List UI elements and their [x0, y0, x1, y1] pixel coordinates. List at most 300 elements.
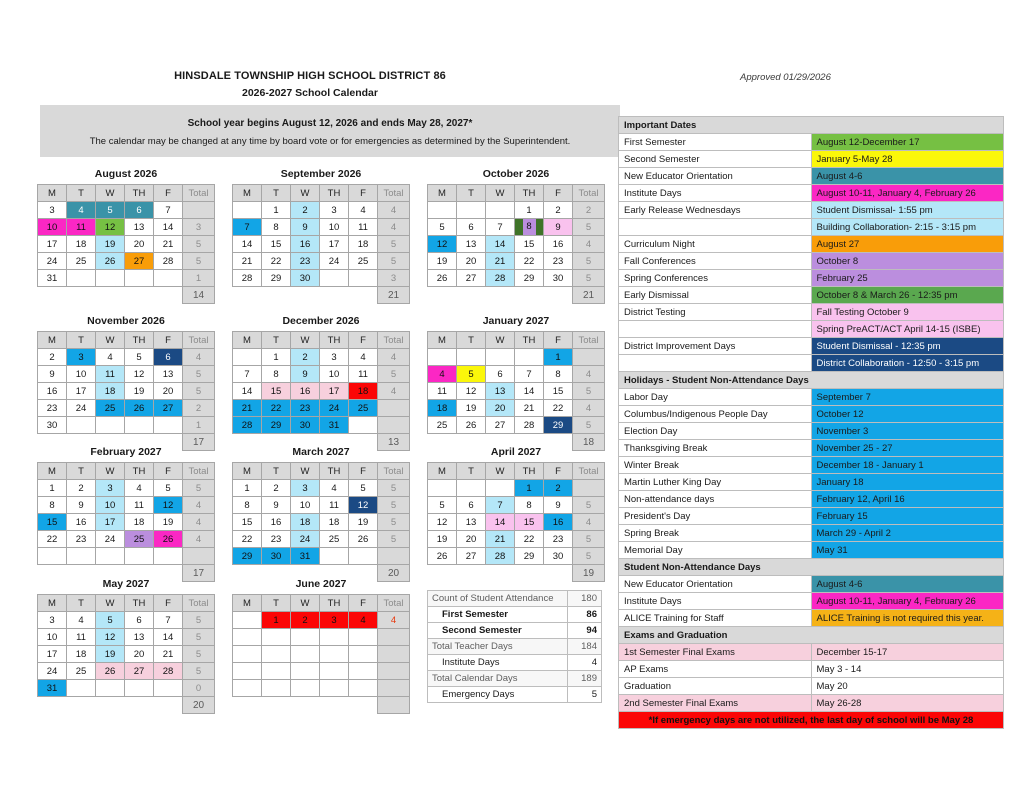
empty-day-cell [428, 480, 457, 497]
day-cell[interactable]: 12 [457, 383, 486, 400]
week-total-cell: 4 [378, 349, 410, 366]
day-cell[interactable]: 25 [349, 400, 378, 417]
day-cell[interactable]: 19 [349, 514, 378, 531]
weekday-header: F [349, 185, 378, 202]
day-cell[interactable]: 18 [67, 646, 96, 663]
day-cell[interactable]: 19 [96, 236, 125, 253]
day-cell[interactable]: 19 [428, 253, 457, 270]
week-total-cell [183, 202, 215, 219]
month-name: November 2026 [87, 315, 165, 327]
day-cell[interactable]: 10 [320, 366, 349, 383]
day-cell[interactable]: 16 [38, 383, 67, 400]
day-cell[interactable]: 14 [515, 383, 544, 400]
spacer-cell [262, 697, 291, 714]
day-cell[interactable]: 9 [38, 366, 67, 383]
day-cell[interactable]: 16 [291, 383, 320, 400]
day-cell[interactable]: 28 [486, 270, 515, 287]
day-cell[interactable]: 22 [38, 531, 67, 548]
day-cell[interactable]: 20 [125, 646, 154, 663]
weekday-header: TH [320, 332, 349, 349]
day-cell[interactable]: 17 [67, 383, 96, 400]
day-cell[interactable]: 25 [67, 663, 96, 680]
day-cell[interactable]: 23 [544, 253, 573, 270]
info-row-value: Fall Testing October 9 [811, 304, 1004, 321]
day-cell[interactable]: 24 [320, 253, 349, 270]
day-cell[interactable]: 18 [96, 383, 125, 400]
day-cell[interactable]: 18 [291, 514, 320, 531]
count-summary-row [428, 671, 602, 687]
day-cell[interactable]: 19 [428, 531, 457, 548]
day-cell[interactable]: 16 [262, 514, 291, 531]
weekday-header: M [38, 595, 67, 612]
day-cell[interactable]: 9 [544, 497, 573, 514]
week-total-cell: 5 [183, 480, 215, 497]
spacer-cell [544, 565, 573, 582]
day-cell[interactable]: 25 [320, 531, 349, 548]
info-row [619, 457, 1004, 474]
day-cell[interactable]: 22 [262, 253, 291, 270]
day-cell[interactable]: 5 [428, 219, 457, 236]
day-cell[interactable]: 12 [428, 236, 457, 253]
day-cell[interactable]: 3 [291, 480, 320, 497]
day-cell[interactable]: 5 [154, 480, 183, 497]
week-total-cell: 4 [573, 400, 605, 417]
info-row [619, 185, 1004, 202]
day-cell[interactable]: 8 [233, 497, 262, 514]
day-cell[interactable]: 31 [38, 680, 67, 697]
day-cell[interactable]: 24 [38, 253, 67, 270]
day-cell[interactable]: 5 [457, 366, 486, 383]
day-cell[interactable]: 26 [428, 548, 457, 565]
week-total-cell [378, 646, 410, 663]
day-cell[interactable]: 2 [38, 349, 67, 366]
info-row-label: Spring Break [619, 525, 812, 542]
day-cell[interactable]: 16 [291, 236, 320, 253]
day-cell[interactable]: 9 [291, 366, 320, 383]
day-cell[interactable]: 22 [515, 253, 544, 270]
day-cell[interactable]: 3 [67, 349, 96, 366]
empty-day-cell [349, 663, 378, 680]
info-row [619, 253, 1004, 270]
day-cell[interactable]: 15 [544, 383, 573, 400]
info-row-value: August 27 [811, 236, 1004, 253]
day-cell[interactable]: 12 [154, 497, 183, 514]
day-cell[interactable]: 11 [96, 366, 125, 383]
day-cell[interactable]: 3 [320, 349, 349, 366]
week-total-cell [378, 663, 410, 680]
day-cell[interactable]: 18 [428, 400, 457, 417]
empty-day-cell [96, 270, 125, 287]
day-cell[interactable]: 11 [428, 383, 457, 400]
day-cell[interactable]: 13 [154, 366, 183, 383]
day-cell[interactable]: 11 [320, 497, 349, 514]
day-cell[interactable]: 23 [291, 400, 320, 417]
day-cell[interactable]: 21 [154, 646, 183, 663]
info-row-value: Spring PreACT/ACT April 14-15 (ISBE) [811, 321, 1004, 338]
day-cell[interactable]: 8 [515, 497, 544, 514]
count-summary-label: Total Calendar Days [428, 671, 568, 687]
day-cell[interactable]: 28 [154, 663, 183, 680]
day-cell[interactable]: 17 [320, 383, 349, 400]
info-section-title: Exams and Graduation [619, 627, 1004, 644]
day-cell[interactable]: 25 [349, 253, 378, 270]
info-row-label: Election Day [619, 423, 812, 440]
day-cell[interactable]: 12 [428, 514, 457, 531]
day-cell[interactable]: 5 [96, 202, 125, 219]
day-cell[interactable]: 2 [291, 202, 320, 219]
day-cell[interactable]: 20 [486, 400, 515, 417]
day-cell[interactable]: 23 [291, 253, 320, 270]
day-cell[interactable]: 2 [544, 480, 573, 497]
day-cell[interactable]: 20 [154, 383, 183, 400]
info-row-value: August 4-6 [811, 168, 1004, 185]
day-cell[interactable]: 13 [125, 629, 154, 646]
day-cell[interactable]: 2 [291, 612, 320, 629]
spacer-cell [233, 697, 262, 714]
day-cell[interactable]: 21 [233, 400, 262, 417]
day-cell[interactable]: 13 [125, 219, 154, 236]
day-cell[interactable]: 22 [233, 531, 262, 548]
day-cell[interactable]: 30 [291, 270, 320, 287]
day-cell[interactable]: 28 [515, 417, 544, 434]
empty-day-cell [349, 646, 378, 663]
day-cell[interactable]: 25 [96, 400, 125, 417]
day-cell[interactable]: 28 [486, 548, 515, 565]
day-cell[interactable]: 9 [291, 219, 320, 236]
day-cell[interactable]: 14 [486, 514, 515, 531]
day-cell[interactable]: 5 [125, 349, 154, 366]
day-cell[interactable]: 19 [96, 646, 125, 663]
day-cell[interactable]: 19 [457, 400, 486, 417]
day-cell[interactable]: 22 [544, 400, 573, 417]
day-cell[interactable]: 30 [544, 548, 573, 565]
day-cell[interactable]: 4 [125, 480, 154, 497]
week-row [233, 349, 410, 366]
week-total-cell: 5 [183, 366, 215, 383]
day-cell[interactable]: 23 [262, 531, 291, 548]
day-cell[interactable]: 31 [320, 417, 349, 434]
day-cell[interactable]: 2 [544, 202, 573, 219]
day-cell[interactable]: 1 [262, 612, 291, 629]
day-cell[interactable]: 28 [233, 417, 262, 434]
day-cell[interactable]: 17 [38, 236, 67, 253]
empty-day-cell [320, 629, 349, 646]
day-cell[interactable]: 13 [457, 236, 486, 253]
day-cell[interactable]: 9 [67, 497, 96, 514]
day-cell[interactable]: 23 [38, 400, 67, 417]
day-cell[interactable]: 11 [125, 497, 154, 514]
week-total-cell: 5 [573, 270, 605, 287]
day-cell[interactable]: 26 [96, 663, 125, 680]
day-cell[interactable]: 1 [233, 480, 262, 497]
count-summary-row [428, 623, 602, 639]
day-cell[interactable]: 15 [515, 236, 544, 253]
day-cell[interactable]: 26 [349, 531, 378, 548]
day-cell[interactable]: 21 [486, 531, 515, 548]
day-cell[interactable]: 8 [262, 219, 291, 236]
total-header: Total [573, 332, 605, 349]
week-total-cell: 3 [378, 270, 410, 287]
day-cell[interactable]: 18 [125, 514, 154, 531]
month-total-row [38, 697, 215, 714]
day-cell[interactable]: 14 [233, 383, 262, 400]
spacer-cell [515, 565, 544, 582]
day-cell[interactable]: 15 [515, 514, 544, 531]
day-cell[interactable]: 15 [262, 236, 291, 253]
day-cell[interactable]: 23 [544, 531, 573, 548]
day-cell[interactable]: 3 [96, 480, 125, 497]
day-cell[interactable]: 15 [262, 383, 291, 400]
day-cell[interactable]: 10 [38, 219, 67, 236]
day-cell[interactable]: 15 [38, 514, 67, 531]
day-cell[interactable]: 18 [67, 236, 96, 253]
info-section-header-row [619, 627, 1004, 644]
day-cell[interactable]: 21 [486, 253, 515, 270]
week-total-cell: 2 [573, 202, 605, 219]
day-cell[interactable]: 10 [291, 497, 320, 514]
week-total-cell: 5 [378, 366, 410, 383]
day-cell[interactable]: 15 [233, 514, 262, 531]
day-cell[interactable]: 30 [544, 270, 573, 287]
empty-day-cell [262, 646, 291, 663]
day-cell[interactable]: 6 [125, 202, 154, 219]
weekday-header: F [154, 595, 183, 612]
week-total-cell: 5 [183, 236, 215, 253]
day-cell[interactable]: 27 [457, 270, 486, 287]
day-cell[interactable]: 29 [262, 270, 291, 287]
day-cell[interactable]: 14 [486, 236, 515, 253]
day-cell[interactable]: 20 [125, 236, 154, 253]
day-cell[interactable]: 6 [457, 219, 486, 236]
day-cell[interactable]: 10 [38, 629, 67, 646]
day-cell[interactable]: 25 [67, 253, 96, 270]
day-cell[interactable]: 10 [96, 497, 125, 514]
day-cell[interactable]: 14 [233, 236, 262, 253]
day-cell[interactable]: 4 [320, 480, 349, 497]
day-cell[interactable]: 1 [515, 202, 544, 219]
week-total-cell: 4 [183, 514, 215, 531]
day-cell[interactable]: 29 [262, 417, 291, 434]
day-cell[interactable]: 24 [38, 663, 67, 680]
day-cell[interactable]: 5 [349, 480, 378, 497]
day-cell[interactable]: 24 [320, 400, 349, 417]
week-row [428, 497, 605, 514]
day-cell[interactable] [515, 219, 544, 236]
day-cell[interactable]: 14 [154, 629, 183, 646]
day-cell[interactable]: 17 [38, 646, 67, 663]
day-cell[interactable]: 7 [486, 219, 515, 236]
week-total-cell: 5 [573, 497, 605, 514]
day-cell[interactable]: 20 [457, 253, 486, 270]
weekday-header: TH [125, 595, 154, 612]
info-row-value: October 12 [811, 406, 1004, 423]
week-row [233, 236, 410, 253]
day-cell[interactable]: 6 [154, 349, 183, 366]
day-cell[interactable]: 6 [125, 612, 154, 629]
day-cell[interactable]: 16 [544, 236, 573, 253]
day-cell[interactable]: 3 [38, 612, 67, 629]
day-cell[interactable]: 26 [96, 253, 125, 270]
day-cell[interactable]: 2 [262, 480, 291, 497]
day-cell[interactable]: 25 [428, 417, 457, 434]
day-cell[interactable]: 26 [457, 417, 486, 434]
day-cell[interactable]: 21 [154, 236, 183, 253]
info-row [619, 219, 1004, 236]
day-cell[interactable]: 20 [457, 531, 486, 548]
empty-day-cell [486, 202, 515, 219]
info-row-value: December 18 - January 1 [811, 457, 1004, 474]
day-cell[interactable]: 7 [233, 366, 262, 383]
day-cell[interactable]: 10 [67, 366, 96, 383]
day-cell[interactable]: 4 [67, 202, 96, 219]
day-cell[interactable]: 8 [262, 366, 291, 383]
day-cell[interactable]: 3 [38, 202, 67, 219]
day-cell[interactable]: 7 [154, 202, 183, 219]
day-cell[interactable]: 21 [233, 253, 262, 270]
day-cell[interactable]: 30 [291, 417, 320, 434]
day-cell[interactable]: 4 [349, 202, 378, 219]
day-cell[interactable]: 24 [67, 400, 96, 417]
day-cell[interactable]: 24 [291, 531, 320, 548]
day-cell[interactable]: 1 [262, 202, 291, 219]
day-cell[interactable]: 9 [544, 219, 573, 236]
day-cell[interactable]: 6 [486, 366, 515, 383]
month-grand-total: 20 [183, 697, 215, 714]
day-cell[interactable]: 17 [320, 236, 349, 253]
day-cell[interactable]: 11 [67, 219, 96, 236]
day-cell[interactable]: 17 [96, 514, 125, 531]
day-cell[interactable]: 9 [262, 497, 291, 514]
info-row [619, 287, 1004, 304]
day-cell[interactable]: 31 [38, 270, 67, 287]
weekday-header: TH [320, 185, 349, 202]
info-row-label: Labor Day [619, 389, 812, 406]
week-total-cell: 5 [573, 219, 605, 236]
day-cell[interactable]: 27 [154, 400, 183, 417]
day-cell[interactable]: 11 [349, 219, 378, 236]
empty-day-cell [320, 270, 349, 287]
day-cell[interactable]: 29 [544, 417, 573, 434]
day-cell[interactable]: 29 [233, 548, 262, 565]
day-cell[interactable]: 4 [96, 349, 125, 366]
day-cell[interactable]: 13 [457, 514, 486, 531]
week-row [233, 417, 410, 434]
day-cell[interactable]: 27 [457, 548, 486, 565]
month-block [37, 577, 215, 714]
day-cell[interactable]: 28 [233, 270, 262, 287]
day-cell[interactable]: 4 [349, 612, 378, 629]
weekday-header: M [233, 595, 262, 612]
day-cell[interactable]: 29 [515, 548, 544, 565]
day-cell[interactable]: 7 [233, 219, 262, 236]
day-cell[interactable]: 6 [457, 497, 486, 514]
day-cell[interactable]: 5 [428, 497, 457, 514]
day-cell[interactable]: 18 [349, 236, 378, 253]
day-cell[interactable]: 2 [291, 349, 320, 366]
day-cell[interactable]: 23 [67, 531, 96, 548]
day-cell[interactable]: 27 [125, 253, 154, 270]
day-cell[interactable]: 3 [320, 612, 349, 629]
info-row [619, 644, 1004, 661]
day-cell[interactable]: 8 [544, 366, 573, 383]
day-cell[interactable]: 12 [96, 219, 125, 236]
day-cell[interactable]: 22 [262, 400, 291, 417]
day-cell[interactable]: 4 [428, 366, 457, 383]
week-row [428, 219, 605, 236]
day-cell[interactable]: 29 [515, 270, 544, 287]
day-cell[interactable]: 19 [154, 514, 183, 531]
day-cell[interactable]: 11 [349, 366, 378, 383]
day-cell[interactable]: 31 [291, 548, 320, 565]
day-cell[interactable]: 1 [544, 349, 573, 366]
day-cell[interactable]: 27 [125, 663, 154, 680]
day-cell[interactable]: 27 [486, 417, 515, 434]
day-cell[interactable]: 8 [38, 497, 67, 514]
weekday-header: T [457, 185, 486, 202]
weekday-header-row [38, 332, 215, 349]
day-cell[interactable]: 12 [96, 629, 125, 646]
day-cell[interactable]: 22 [515, 531, 544, 548]
week-row [233, 497, 410, 514]
day-cell[interactable]: 7 [486, 497, 515, 514]
info-row-value: February 12, April 16 [811, 491, 1004, 508]
day-cell[interactable]: 7 [154, 612, 183, 629]
count-summary-value: 180 [568, 591, 602, 607]
day-cell[interactable]: 26 [154, 531, 183, 548]
day-cell[interactable]: 18 [320, 514, 349, 531]
info-row-value: August 10-11, January 4, February 26 [811, 185, 1004, 202]
day-cell[interactable]: 12 [125, 366, 154, 383]
week-total-cell: 4 [378, 612, 410, 629]
day-cell[interactable]: 16 [67, 514, 96, 531]
day-cell[interactable]: 30 [262, 548, 291, 565]
day-cell[interactable]: 16 [544, 514, 573, 531]
day-cell[interactable]: 30 [38, 417, 67, 434]
day-cell[interactable]: 4 [349, 349, 378, 366]
empty-day-cell [67, 417, 96, 434]
count-summary-value: 86 [568, 607, 602, 623]
day-cell[interactable]: 11 [67, 629, 96, 646]
day-cell[interactable]: 7 [515, 366, 544, 383]
day-cell[interactable]: 26 [428, 270, 457, 287]
day-cell[interactable]: 1 [262, 349, 291, 366]
week-total-cell [378, 680, 410, 697]
day-cell[interactable]: 3 [320, 202, 349, 219]
day-cell[interactable]: 2 [67, 480, 96, 497]
day-cell[interactable]: 5 [96, 612, 125, 629]
day-cell[interactable]: 4 [67, 612, 96, 629]
day-cell[interactable]: 19 [125, 383, 154, 400]
empty-day-cell [291, 629, 320, 646]
day-cell[interactable]: 21 [515, 400, 544, 417]
day-cell[interactable]: 26 [125, 400, 154, 417]
info-row-label: First Semester [619, 134, 812, 151]
week-total-cell: 4 [183, 349, 215, 366]
day-cell[interactable]: 12 [349, 497, 378, 514]
day-cell[interactable]: 1 [515, 480, 544, 497]
day-cell[interactable]: 10 [320, 219, 349, 236]
day-cell[interactable]: 14 [154, 219, 183, 236]
day-cell[interactable]: 25 [125, 531, 154, 548]
day-cell[interactable]: 18 [349, 383, 378, 400]
empty-day-cell [233, 612, 262, 629]
day-cell[interactable]: 24 [96, 531, 125, 548]
empty-day-cell [67, 270, 96, 287]
day-cell[interactable]: 13 [486, 383, 515, 400]
day-cell[interactable]: 28 [154, 253, 183, 270]
day-cell[interactable]: 1 [38, 480, 67, 497]
weekday-header: W [96, 463, 125, 480]
